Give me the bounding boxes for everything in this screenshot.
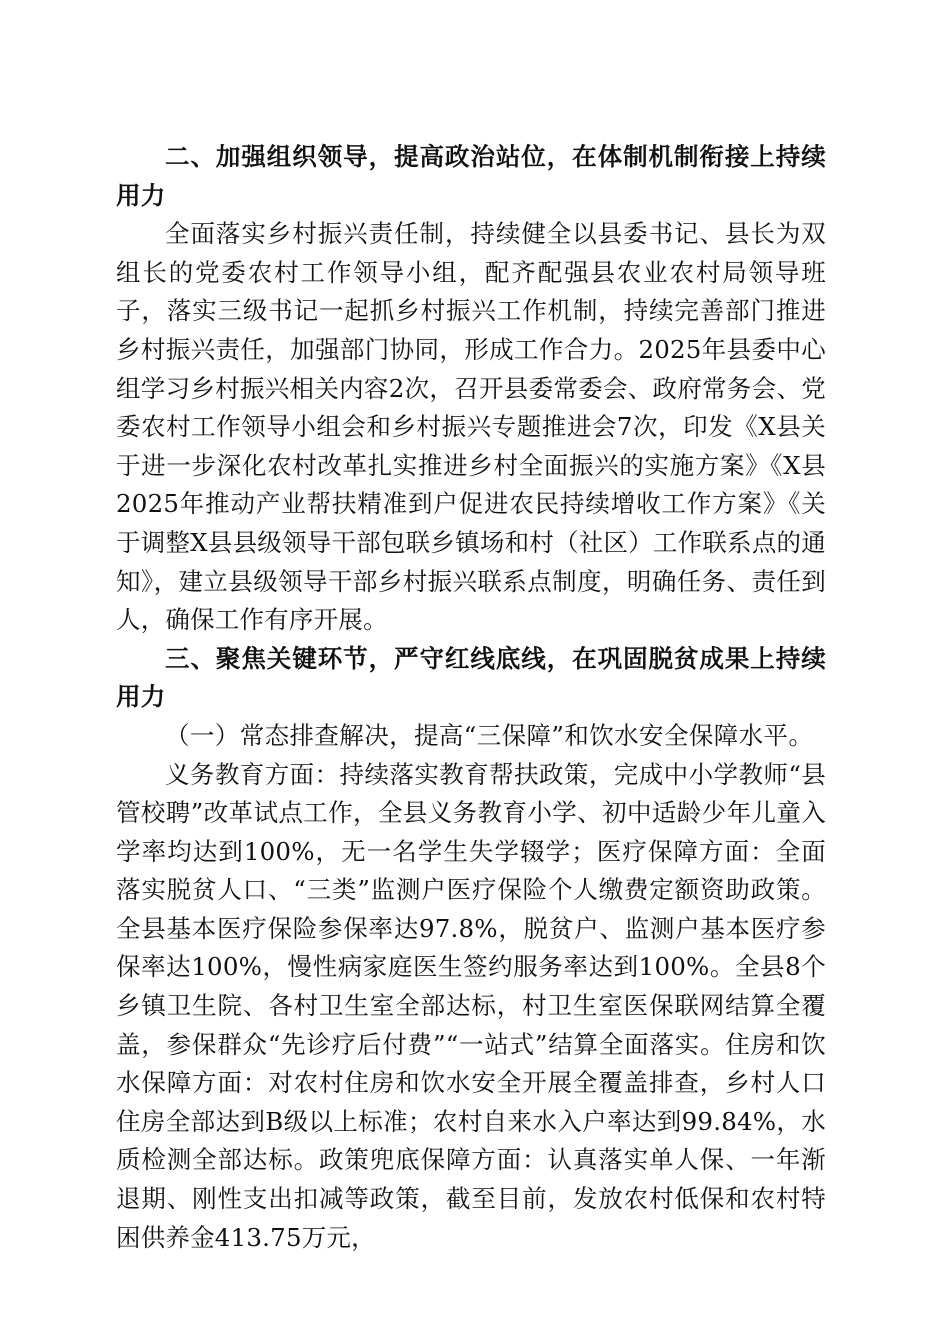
section-two-heading: 二、加强组织领导，提高政治站位，在体制机制衔接上持续用力 [116,142,826,210]
subsection-one-heading: （一）常态排查解决，提高“三保障”和饮水安全保障水平。 [165,720,814,750]
document-body [116,138,826,1257]
section-two-paragraph: 全面落实乡村振兴责任制，持续健全以县委书记、县长为双组长的党委农村工作领导小组，配齐配强县农业农村局领导班子，落实三级书记一起抓乡村振兴工作机制，持续完善部门推进乡村振兴责任，加强部门协同，形成工作合力。2025年县委中心组学习乡村振兴相关内容2次，召开县委常委会、政府常务会、党委农村工作领导小组会和乡村振兴专题推进会7次，印发《X县关于进一步深化农村改革扎实推进乡村全面振兴的实施方案》《X县2025年推动产业帮扶精准到户促进农民持续增收工作方案》《关于调整X县县级领导干部包联乡镇场和村（社区）工作联系点的通知》，建立县级领导干部乡村振兴联系点制度，明确任务、责任到人，确保工作有序开展。 [116,219,826,635]
subsection-one-paragraph: 义务教育方面：持续落实教育帮扶政策，完成中小学教师“县管校聘”改革试点工作，全县义务教育小学、初中适龄少年儿童入学率均达到100%，无一名学生失学辍学；医疗保障方面：全面落实脱贫人口、“三类”监测户医疗保险个人缴费定额资助政策。全县基本医疗保险参保率达97.8%，脱贫户、监测户基本医疗参保率达100%，慢性病家庭医生签约服务率达到100%。全县8个乡镇卫生院、各村卫生室全部达标，村卫生室医保联网结算全覆盖，参保群众“先诊疗后付费”“一站式”结算全面落实。住房和饮水保障方面：对农村住房和饮水安全开展全覆盖排查，乡村人口住房全部达到B级以上标准；农村自来水入户率达到99.84%，水质检测全部达标。政策兜底保障方面：认真落实单人保、一年渐退期、刚性支出扣减等政策，截至目前，发放农村低保和农村特困供养金413.75万元， [116,759,826,1252]
section-three-heading: 三、聚焦关键环节，严守红线底线，在巩固脱贫成果上持续用力 [116,643,826,712]
